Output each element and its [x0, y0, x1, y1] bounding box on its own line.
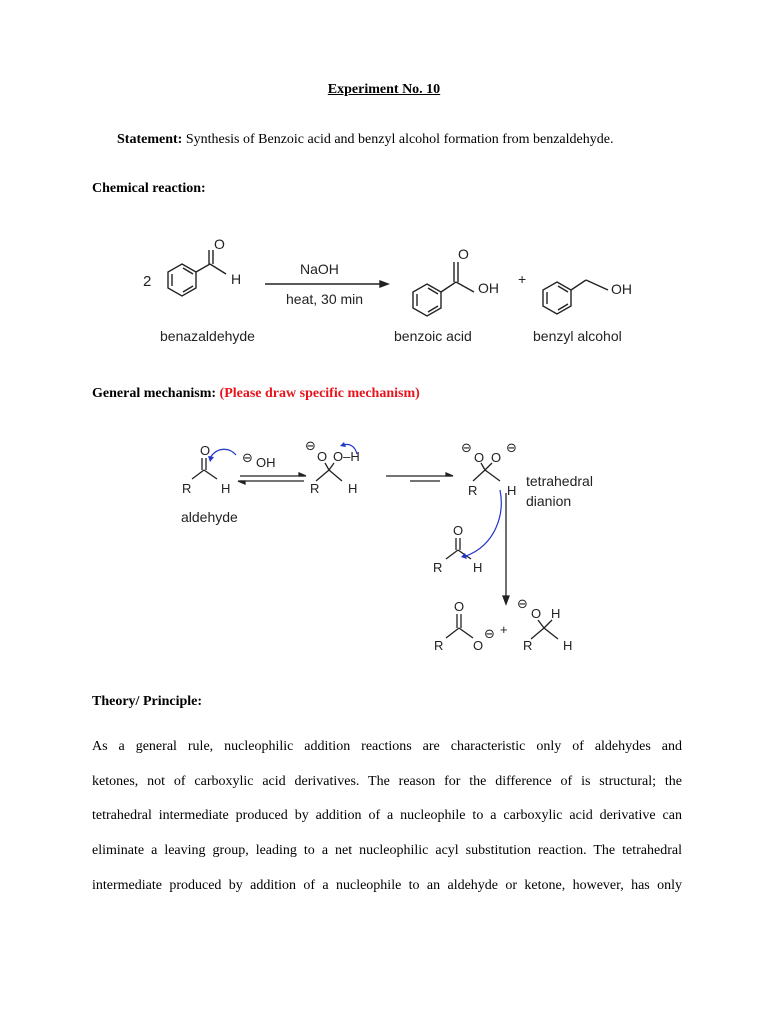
atom-label: R [433, 560, 443, 575]
charge-label: ⊖ [484, 626, 495, 641]
atom-label: O [453, 523, 464, 538]
atom-label: O [531, 606, 542, 621]
atom-label: O [473, 638, 484, 653]
plus-sign: + [500, 622, 508, 637]
statement-label: Statement: [117, 132, 183, 147]
atom-label: O [317, 449, 328, 464]
atom-label: H [551, 606, 561, 621]
mechanism-note: (Please draw specific mechanism) [219, 386, 420, 401]
theory-line: ketones, not of carboxylic acid derivatives. The reason for the difference of is structural; the [92, 773, 682, 789]
aldehyde-label: aldehyde [181, 509, 238, 525]
reactant-name: benazaldehyde [160, 328, 255, 344]
charge-label: ⊖ [461, 440, 472, 455]
atom-label: R [523, 638, 533, 653]
atom-label: OH [611, 281, 632, 297]
atom-label: O [474, 450, 485, 465]
atom-label: O–H [333, 449, 360, 464]
theory-heading: Theory/ Principle: [92, 694, 203, 709]
atom-label: O [491, 450, 502, 465]
atom-label: H [348, 481, 358, 496]
atom-label: H [221, 481, 231, 496]
atom-label: O [458, 246, 469, 262]
atom-label: H [473, 560, 483, 575]
chemical-reaction-heading: Chemical reaction: [92, 181, 206, 196]
product-name: benzoic acid [394, 328, 472, 344]
mechanism-heading-label: General mechanism: [92, 386, 217, 401]
statement-text: Synthesis of Benzoic acid and benzyl alcohol formation from benzaldehyde. [182, 132, 614, 147]
theory-line: intermediate produced by addition of a nucleophile to an aldehyde or ketone, however, has only [92, 877, 682, 893]
atom-label: O [454, 599, 465, 614]
atom-label: H [507, 483, 517, 498]
atom-label: H [231, 271, 242, 287]
theory-line: eliminate a leaving group, leading to a net nucleophilic acyl substitution reaction. The tetrahedral [92, 843, 682, 859]
conditions-label: heat, 30 min [286, 291, 364, 307]
theory-line: tetrahedral intermediate produced by addition of a nucleophile to a carboxylic acid derivative can [92, 808, 682, 824]
coefficient: 2 [143, 273, 152, 290]
page-title: Experiment No. 10 [327, 82, 441, 97]
dianion-label: dianion [526, 493, 572, 509]
charge-label: ⊖ [242, 450, 253, 465]
charge-label: ⊖ [305, 438, 316, 453]
atom-label: R [182, 481, 192, 496]
atom-label: R [310, 481, 320, 496]
atom-label: R [468, 483, 478, 498]
product-name: benzyl alcohol [533, 328, 622, 344]
reagent-label: NaOH [300, 261, 339, 277]
curved-arrow [466, 490, 501, 556]
plus-sign: + [518, 271, 527, 287]
atom-label: O [200, 443, 211, 458]
theory-line: As a general rule, nucleophilic addition reactions are characteristic only of aldehydes and [92, 739, 682, 754]
atom-label: OH [256, 455, 276, 470]
charge-label: ⊖ [506, 440, 517, 455]
curved-arrow [210, 449, 236, 458]
atom-label: H [563, 638, 573, 653]
atom-label: OH [478, 280, 499, 296]
tetrahedral-label: tetrahedral [526, 473, 593, 489]
atom-label: R [434, 638, 444, 653]
charge-label: ⊖ [517, 596, 528, 611]
theory-paragraph [92, 730, 682, 904]
atom-label: O [214, 236, 225, 252]
